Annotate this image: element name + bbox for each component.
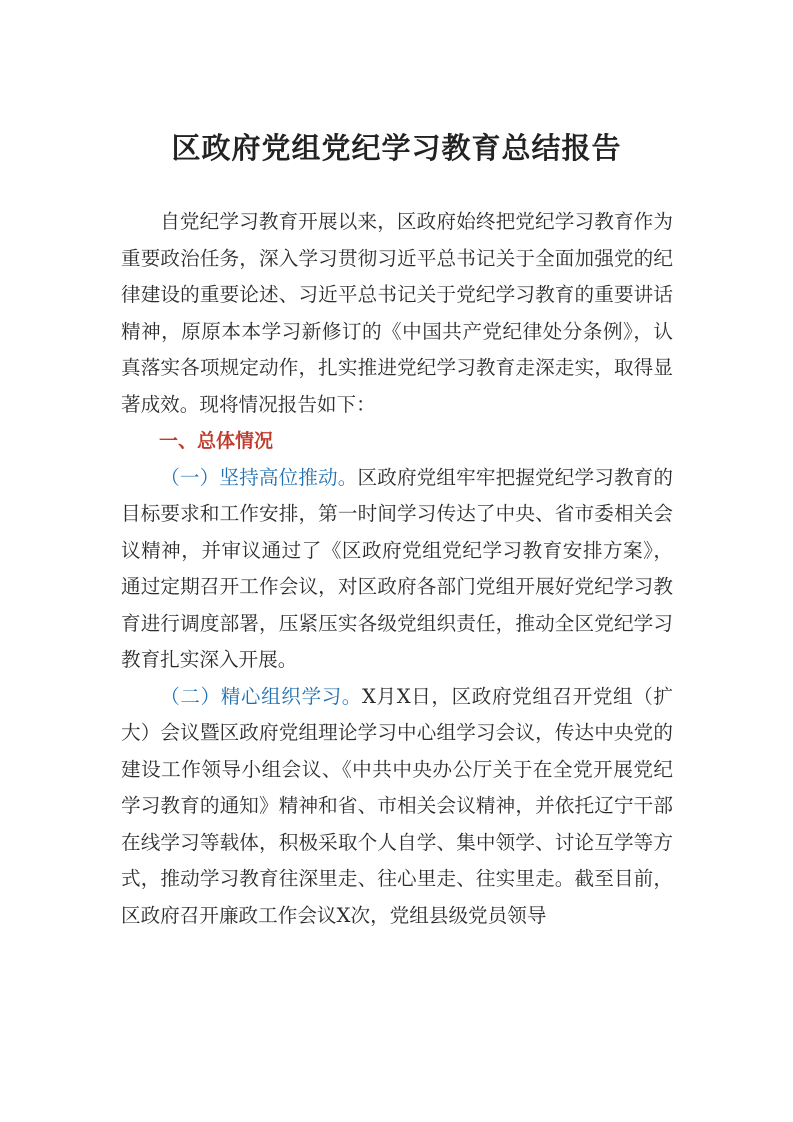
item-paragraph-2 xyxy=(121,679,673,935)
item-text: 区政府党组牢牢把握党纪学习教育的目标要求和工作安排，第一时间学习传达了中央、省市委相关会议精神，并审议通过了《区政府党组党纪学习教育安排方案》，通过定期召开工作会议，对区政府各部门党组开展好党纪学习教育进行调度部署，压紧压实各级党组织责任，推动全区党纪学习教育扎实深入开展。 xyxy=(121,465,674,671)
item-paragraph-1 xyxy=(121,460,673,679)
item-lead: （二）精心组织学习。 xyxy=(160,684,362,708)
document-title: 区政府党组党纪学习教育总结报告 xyxy=(171,131,622,165)
intro-paragraph: 自党纪学习教育开展以来，区政府始终把党纪学习教育作为重要政治任务，深入学习贯彻习近平总书记关于全面加强党的纪律建设的重要论述、习近平总书记关于党纪学习教育的重要讲话精神，原原本本学习新修订的《中国共产党纪律处分条例》，认真落实各项规定动作，扎实推进党纪学习教育走深走实，取得显著成效。现将情况报告如下： xyxy=(121,210,673,416)
item-lead: （一）坚持高位推动。 xyxy=(160,465,358,489)
item-text: X月X日，区政府党组召开党组（扩大）会议暨区政府党组理论学习中心组学习会议，传达中央党的建设工作领导小组会议、《中共中央办公厅关于在全党开展党纪学习教育的通知》精神和省、市相关会议精神，并依托辽宁干部在线学习等载体，积极采取个人自学、集中领学、讨论互学等方式，推动学习教育往深里走、往心里走、往实里走。截至目前，区政府召开廉政工作会议X次，党组县级党员领导 xyxy=(121,684,674,927)
document-body xyxy=(121,204,673,934)
section-heading: 一、总体情况 xyxy=(159,430,274,452)
